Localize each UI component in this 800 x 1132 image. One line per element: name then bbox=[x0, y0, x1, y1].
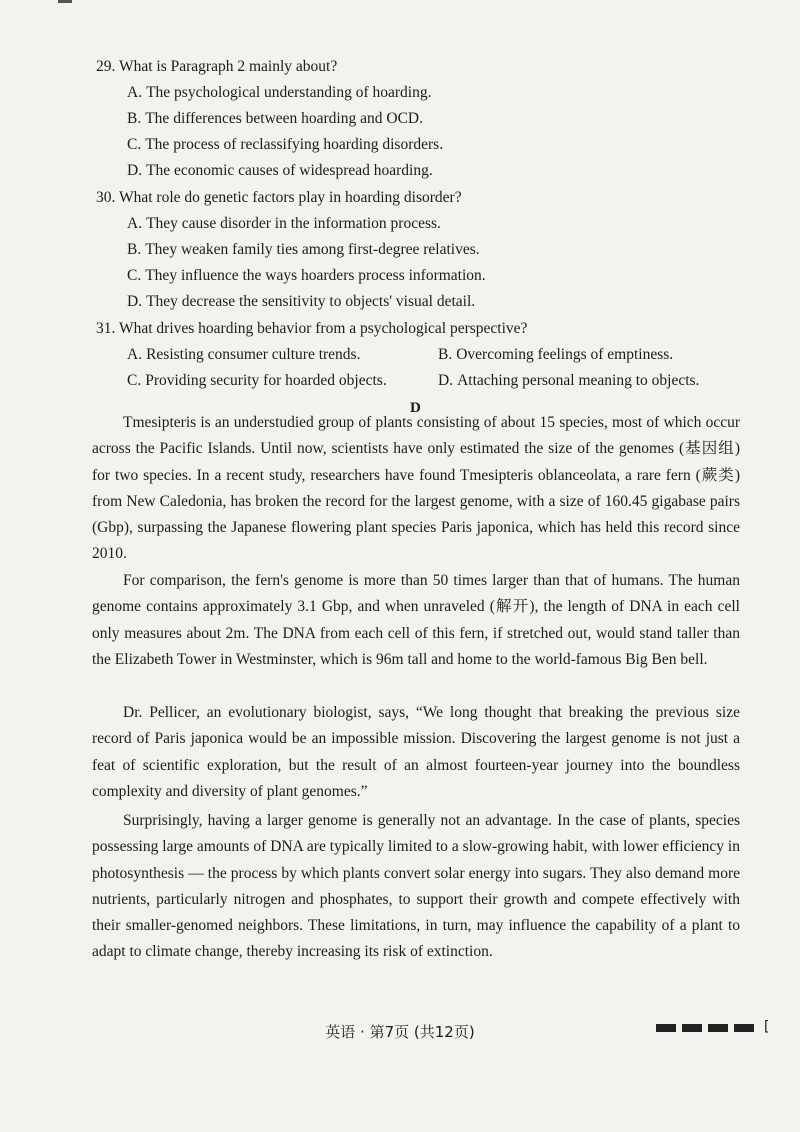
scan-mark bbox=[58, 0, 72, 3]
question-29-stem: 29. What is Paragraph 2 mainly about? bbox=[96, 58, 338, 75]
question-29-option-a: A. The psychological understanding of hoarding. bbox=[127, 84, 432, 101]
question-29-option-c: C. The process of reclassifying hoarding disorders. bbox=[127, 136, 444, 153]
question-31-option-a: A. Resisting consumer culture trends. bbox=[127, 346, 361, 363]
passage-paragraph-2: For comparison, the fern's genome is more than 50 times larger than that of humans. The human genome contains approximately 3.1 Gbp, and when unraveled (解开), the length of DNA in each cell only measures about 2m. The DNA from each cell of this fern, if stretched out, would stand taller than the Elizabeth Tower in Westminster, which is 96m tall and home to the world-famous Big Ben bell. bbox=[92, 572, 740, 668]
question-30-option-c: C. They influence the ways hoarders process information. bbox=[127, 267, 486, 284]
question-29-option-d: D. The economic causes of widespread hoarding. bbox=[127, 162, 433, 179]
question-30-stem: 30. What role do genetic factors play in hoarding disorder? bbox=[96, 189, 462, 206]
passage-paragraph-4: Surprisingly, having a larger genome is generally not an advantage. In the case of plants, species possessing large amounts of DNA are typically limited to a slow-growing habit, with lower efficiency in photosynthesis — the process by which plants convert solar energy into sugars. They also demand more nutrients, particularly nitrogen and phosphates, to support their growth and compete effectively with their smaller-genomed neighbors. These limitations, in turn, may influence the capability of a plant to adapt to climate change, thereby increasing its risk of extinction. bbox=[92, 812, 740, 961]
question-31-option-c: C. Providing security for hoarded objects. bbox=[127, 372, 387, 389]
question-30-option-b: B. They weaken family ties among first-degree relatives. bbox=[127, 241, 480, 258]
question-31-stem: 31. What drives hoarding behavior from a psychological perspective? bbox=[96, 320, 528, 337]
question-30-option-d: D. They decrease the sensitivity to objects' visual detail. bbox=[127, 293, 476, 310]
question-31-option-b: B. Overcoming feelings of emptiness. bbox=[438, 346, 674, 363]
passage-paragraph-1: Tmesipteris is an understudied group of plants consisting of about 15 species, most of which occur across the Pacific Islands. Until now, scientists have only estimated the size of the genomes (基因组) for two species. In a recent study, researchers have found Tmesipteris oblanceolata, a rare fern (蕨类) from New Caledonia, has broken the record for the largest genome, with a size of 160.45 gigabase pairs (Gbp), surpassing the Japanese flowering plant species Paris japonica, which has held this record since 2010. bbox=[92, 414, 740, 563]
question-30-option-a: A. They cause disorder in the information process. bbox=[127, 215, 441, 232]
corner-mark: [ bbox=[764, 1019, 770, 1035]
page-footer: 英语 · 第7页 (共12页) bbox=[325, 1023, 475, 1041]
question-29-option-b: B. The differences between hoarding and OCD. bbox=[127, 110, 423, 127]
section-label-d: D bbox=[410, 400, 421, 416]
question-31-option-d: D. Attaching personal meaning to objects. bbox=[438, 372, 700, 389]
footer-bars-icon bbox=[656, 1024, 754, 1032]
passage-paragraph-3: Dr. Pellicer, an evolutionary biologist, says, “We long thought that breaking the previous size record of Paris japonica would be an impossible mission. Discovering the largest genome is not just a feat of scientific exploration, but the result of an almost fourteen-year journey into the boundless complexity and diversity of plant genomes.” bbox=[92, 704, 740, 800]
